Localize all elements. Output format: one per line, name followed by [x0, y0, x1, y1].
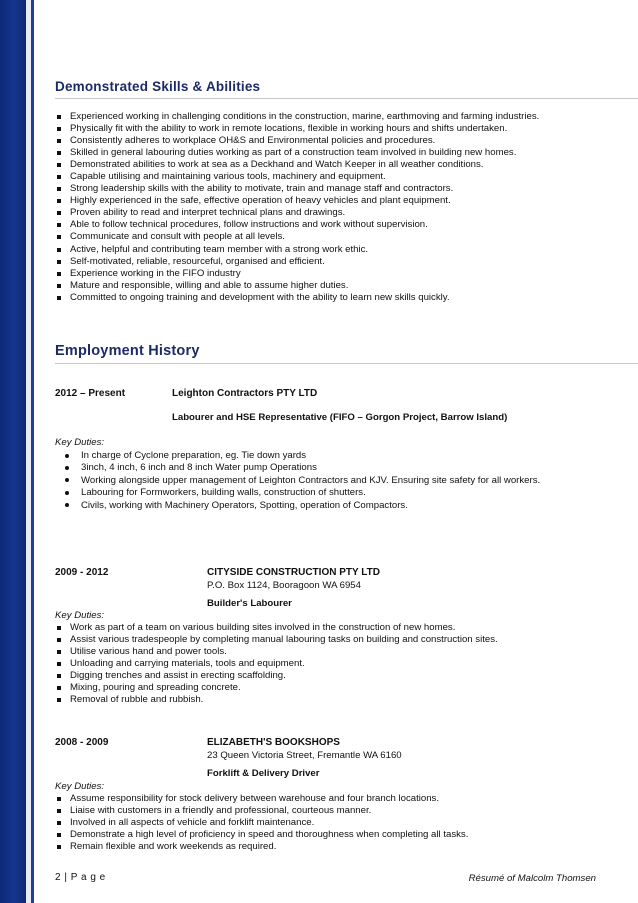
page-number: 2	[55, 872, 62, 883]
employment-heading: Employment History	[55, 343, 200, 359]
duty-item: 3inch, 4 inch, 6 inch and 8 inch Water pump Operations	[55, 462, 575, 474]
skill-item: Experience working in the FIFO industry	[55, 268, 539, 280]
sidebar-edge	[31, 0, 34, 903]
skill-item: Demonstrated abilities to work at sea as a Deckhand and Watch Keeper in all weather conditions.	[55, 159, 539, 171]
duty-item: Mixing, pouring and spreading concrete.	[55, 682, 498, 694]
skill-item: Experienced working in challenging conditions in the construction, marine, earthmoving and farming industries.	[55, 111, 539, 123]
skills-heading: Demonstrated Skills & Abilities	[55, 79, 261, 94]
job2-address: P.O. Box 1124, Booragoon WA 6954	[207, 580, 361, 591]
job1-duties-list	[55, 450, 575, 512]
skill-item: Active, helpful and contributing team member with a strong work ethic.	[55, 244, 539, 256]
duty-item: Removal of rubble and rubbish.	[55, 694, 498, 706]
skills-list	[55, 111, 539, 304]
skill-item: Communicate and consult with people at all levels.	[55, 231, 539, 243]
job3-role: Forklift & Delivery Driver	[207, 768, 320, 779]
duty-item: Demonstrate a high level of proficiency in speed and thoroughness when completing all tasks.	[55, 829, 468, 841]
job1-company: Leighton Contractors PTY LTD	[172, 388, 318, 399]
page-footer-left	[55, 872, 106, 883]
duty-item: Liaise with customers in a friendly and professional, courteous manner.	[55, 805, 468, 817]
duty-item: Remain flexible and work weekends as required.	[55, 841, 468, 853]
duty-item: Working alongside upper management of Leighton Contractors and KJV. Ensuring site safety for all workers.	[55, 475, 575, 487]
duty-item: Assume responsibility for stock delivery between warehouse and four branch locations.	[55, 793, 468, 805]
duty-item: Assist various tradespeople by completing manual labouring tasks on building and construction sites.	[55, 634, 498, 646]
duty-item: In charge of Cyclone preparation, eg. Tie down yards	[55, 450, 575, 462]
skill-item: Able to follow technical procedures, follow instructions and work without supervision.	[55, 219, 539, 231]
skill-item: Mature and responsible, willing and able to assume higher duties.	[55, 280, 539, 292]
duty-item: Digging trenches and assist in erecting scaffolding.	[55, 670, 498, 682]
skill-item: Consistently adheres to workplace OH&S and Environmental policies and procedures.	[55, 135, 539, 147]
duty-item: Utilise various hand and power tools.	[55, 646, 498, 658]
job3-address: 23 Queen Victoria Street, Fremantle WA 6160	[207, 750, 402, 761]
skill-item: Physically fit with the ability to work in remote locations, flexible in working hours and shifts undertaken.	[55, 123, 539, 135]
skill-item: Proven ability to read and interpret technical plans and drawings.	[55, 207, 539, 219]
document-title: Résumé of Malcolm Thomsen	[468, 873, 596, 884]
skill-item: Capable utilising and maintaining various tools, machinery and equipment.	[55, 171, 539, 183]
page-label: P a g e	[70, 872, 106, 883]
duty-item: Civils, working with Machinery Operators, Spotting, operation of Compactors.	[55, 500, 575, 512]
job2-role: Builder's Labourer	[207, 598, 292, 609]
job1-role: Labourer and HSE Representative (FIFO – Gorgon Project, Barrow Island)	[172, 412, 508, 423]
job3-duties-list	[55, 793, 468, 853]
duty-item: Labouring for Formworkers, building walls, construction of shutters.	[55, 487, 575, 499]
job1-duties-label: Key Duties:	[55, 437, 105, 448]
job2-duties-label: Key Duties:	[55, 610, 105, 621]
duty-item: Involved in all aspects of vehicle and forklift maintenance.	[55, 817, 468, 829]
skill-item: Self-motivated, reliable, resourceful, organised and efficient.	[55, 256, 539, 268]
job2-dates: 2009 - 2012	[55, 567, 109, 578]
skill-item: Skilled in general labouring duties working as part of a construction team involved in building new homes.	[55, 147, 539, 159]
sidebar-bar	[0, 0, 26, 903]
job2-company: CITYSIDE CONSTRUCTION PTY LTD	[207, 567, 380, 578]
job2-duties-list	[55, 622, 498, 706]
employment-divider	[55, 363, 638, 364]
skill-item: Strong leadership skills with the ability to motivate, train and manage staff and contractors.	[55, 183, 539, 195]
duty-item: Work as part of a team on various building sites involved in the construction of new homes.	[55, 622, 498, 634]
job3-company: ELIZABETH'S BOOKSHOPS	[207, 737, 340, 748]
job3-duties-label: Key Duties:	[55, 781, 105, 792]
duty-item: Unloading and carrying materials, tools and equipment.	[55, 658, 498, 670]
footer-separator: |	[64, 872, 68, 883]
skill-item: Highly experienced in the safe, effective operation of heavy vehicles and plant equipment.	[55, 195, 539, 207]
job1-dates: 2012 – Present	[55, 388, 126, 399]
skills-divider	[55, 98, 638, 99]
skill-item: Committed to ongoing training and development with the ability to learn new skills quickly.	[55, 292, 539, 304]
job3-dates: 2008 - 2009	[55, 737, 109, 748]
